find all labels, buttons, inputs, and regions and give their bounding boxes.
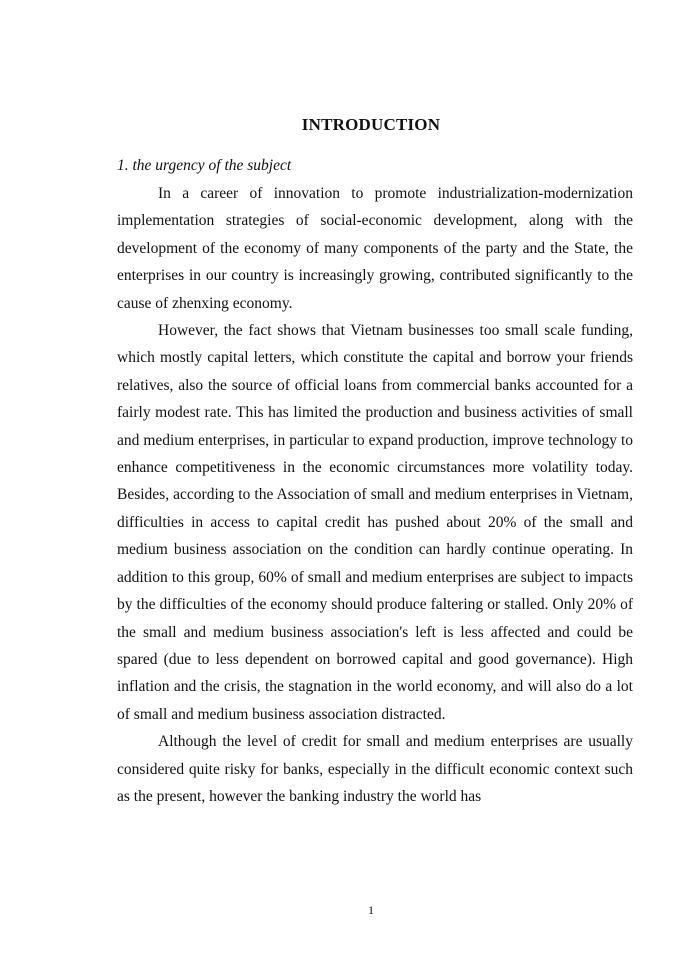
body-text <box>117 180 633 810</box>
page-title: INTRODUCTION <box>301 115 441 134</box>
paragraph-1: In a career of innovation to promote industrialization-modernization implementation strategies of social-economic development, along with the development of the economy of many components of the party and the State, the enterprises in our country is increasingly growing, contributed significantly to the cause of zhenxing economy. <box>117 185 633 312</box>
paragraph-2: However, the fact shows that Vietnam businesses too small scale funding, which mostly capital letters, which constitute the capital and borrow your friends relatives, also the source of official loans from commercial banks accounted for a fairly modest rate. This has limited the production and business activities of small and medium enterprises, in particular to expand production, improve technology to enhance competitiveness in the economic circumstances more volatility today. Besides, according to the Association of small and medium enterprises in Vietnam, difficulties in access to capital credit has pushed about 20% of the small and medium business association on the condition can hardly continue operating. In addition to this group, 60% of small and medium enterprises are subject to impacts by the difficulties of the economy should produce faltering or stalled. Only 20% of the small and medium business association's left is less affected and could be spared (due to less dependent on borrowed capital and good governance). High inflation and the crisis, the stagnation in the world economy, and will also do a lot of small and medium business association distracted. <box>117 322 633 723</box>
page-number: 1 <box>368 903 374 917</box>
subsection-heading: 1. the urgency of the subject <box>117 157 292 174</box>
paragraph-3: Although the level of credit for small and medium enterprises are usually considered quite risky for banks, especially in the difficult economic context such as the present, however the banking industry the world has <box>117 733 633 805</box>
